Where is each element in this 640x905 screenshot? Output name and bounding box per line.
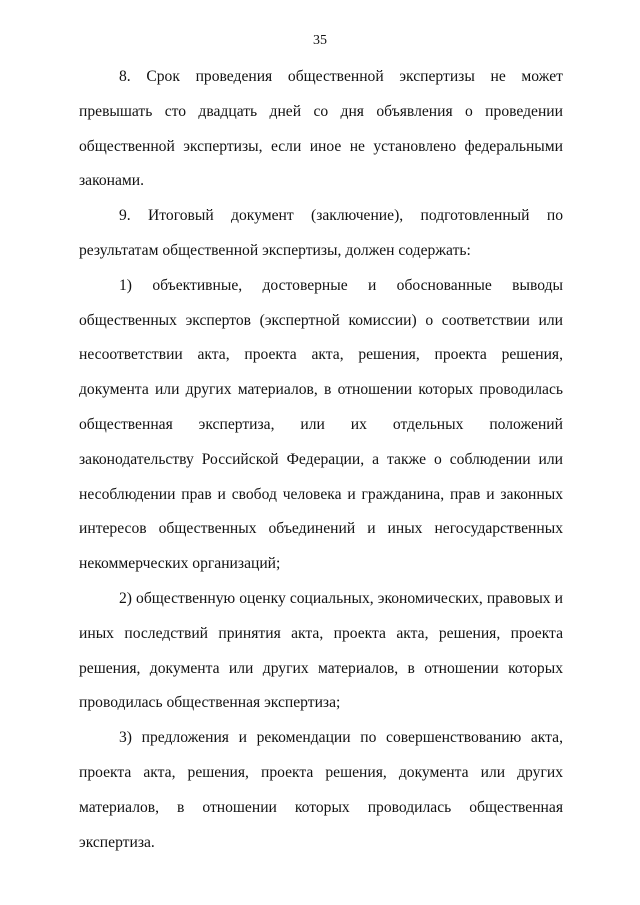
document-body — [79, 60, 563, 860]
paragraph-subitem-3: 3) предложения и рекомендации по совершенствованию акта, проекта акта, решения, проекта решения, документа или других материалов, в отношении которых проводилась общественная экспертиза. — [79, 729, 563, 851]
paragraph-item-9: 9. Итоговый документ (заключение), подготовленный по результатам общественной экспертизы, должен содержать: — [79, 207, 563, 259]
paragraph-item-8: 8. Срок проведения общественной экспертизы не может превышать сто двадцать дней со дня объявления о проведении общественной экспертизы, если иное не установлено федеральными законами. — [79, 68, 563, 190]
paragraph-subitem-1: 1) объективные, достоверные и обоснованные выводы общественных экспертов (экспертной комиссии) о соответствии или несоответствии акта, проекта акта, решения, проекта решения, документа или других материалов, в отношении которых проводилась общественная экспертиза, или их отдельных положений законодательству Российской Федерации, а также о соблюдении или несоблюдении прав и свобод человека и гражданина, прав и законных интересов общественных объединений и иных негосударственных некоммерческих организаций; — [79, 276, 563, 573]
page-number: 35 — [313, 33, 327, 48]
paragraph-subitem-2: 2) общественную оценку социальных, экономических, правовых и иных последствий принятия акта, проекта акта, решения, проекта решения, документа или других материалов, в отношении которых проводилась общественная экспертиза; — [79, 589, 563, 712]
